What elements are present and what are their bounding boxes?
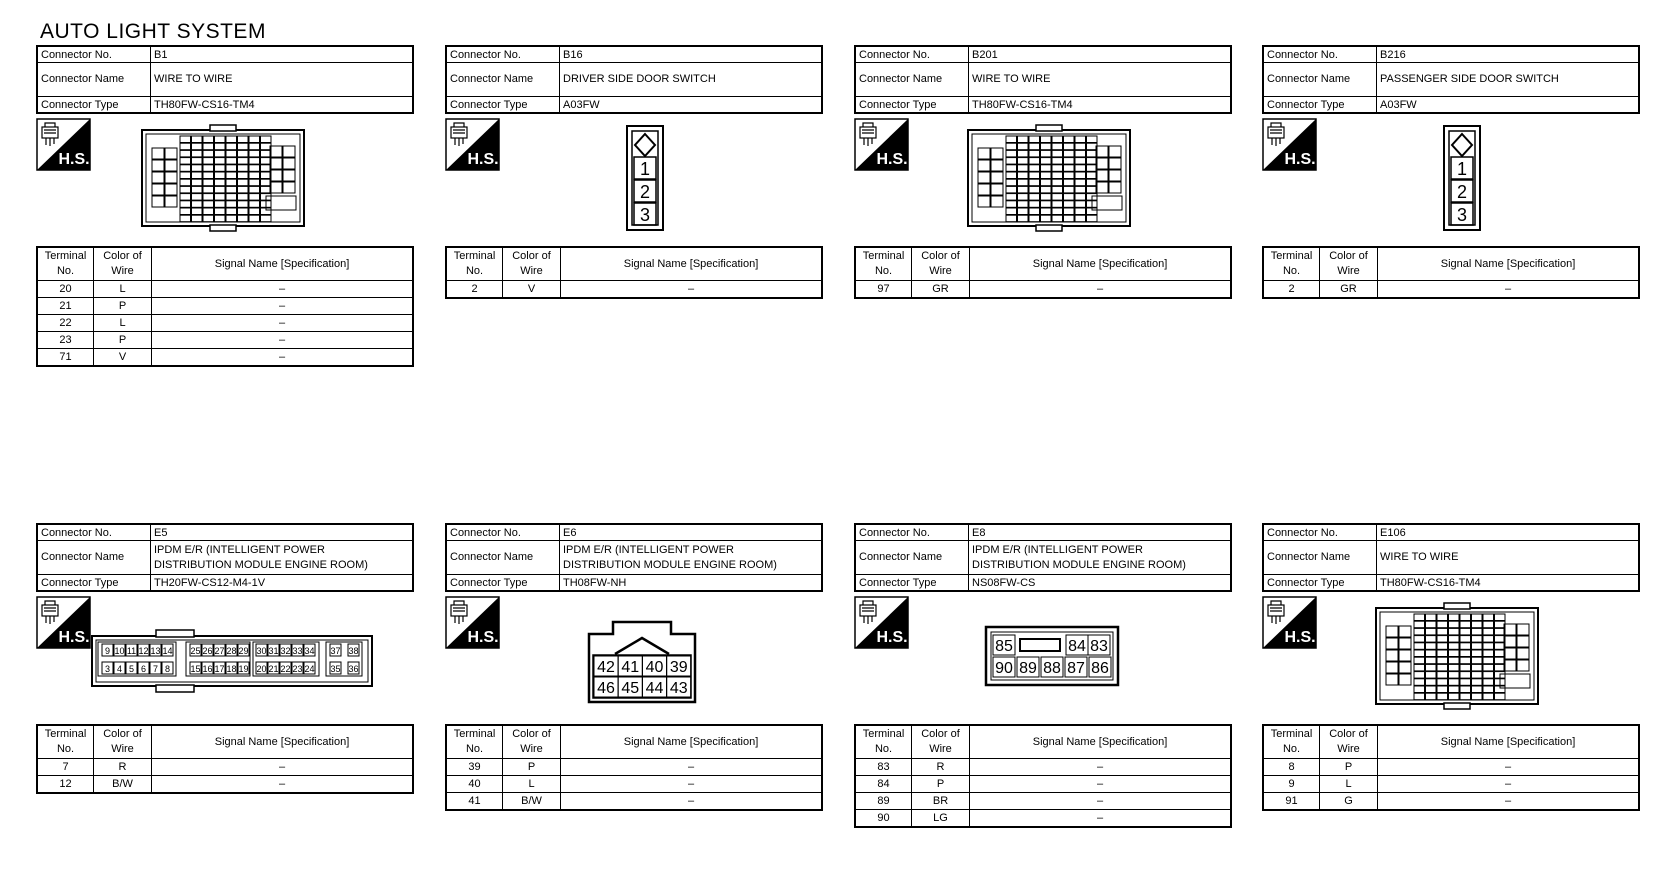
pin-label: 89 [1019,660,1037,677]
pin-label: 37 [330,646,341,656]
pin-label: 4 [116,664,123,674]
color-of-wire-header: Color of Wire [94,725,152,759]
wire-color: P [94,298,152,315]
three-pin-connector-figure [625,124,665,232]
pin-label: 27 [214,646,225,656]
connector-type-value: TH80FW-CS16-TM4 [151,97,414,114]
table-row [37,332,413,349]
terminal-no: 97 [855,281,912,299]
connector-type-value: TH80FW-CS16-TM4 [969,97,1232,114]
connector-type-value: A03FW [1377,97,1640,114]
table-row [37,776,413,794]
hs-label: H.S. [58,629,90,646]
terminal-no: 39 [446,759,503,776]
connector-no-label: Connector No. [446,46,560,63]
wire-color: R [94,759,152,776]
color-of-wire-header: Color of Wire [503,725,561,759]
connector-no-label: Connector No. [1263,524,1377,541]
pin-label: 9 [104,646,111,656]
connector-type-value: TH20FW-CS12-M4-1V [151,575,414,592]
three-pin-connector-figure [1442,124,1482,232]
signal-name-header: Signal Name [Specification] [561,247,823,281]
signal-name: – [1378,776,1640,793]
pin-label: 22 [280,664,291,674]
color-of-wire-header: Color of Wire [94,247,152,281]
wire-color: V [503,281,561,299]
wire-color: V [94,349,152,367]
table-row [1263,759,1639,776]
pin-label: 6 [140,664,147,674]
signal-name-header: Signal Name [Specification] [152,725,414,759]
terminal-table [854,246,1232,299]
color-of-wire-header: Color of Wire [1320,247,1378,281]
table-row [446,759,822,776]
table-row [37,349,413,367]
pin-label: 42 [597,659,615,676]
connector-header [854,45,1232,114]
terminal-table [445,724,823,811]
pin-label: 2 [639,182,651,202]
connector-name-label: Connector Name [446,63,560,97]
signal-name-header: Signal Name [Specification] [970,725,1232,759]
connector-type-value: TH80FW-CS16-TM4 [1377,575,1640,592]
pin-label: 32 [280,646,291,656]
wire-color: R [912,759,970,776]
connector-name-label: Connector Name [446,541,560,575]
pin-label: 35 [330,664,341,674]
connector-name-value: IPDM E/R (INTELLIGENT POWER DISTRIBUTION MODULE ENGINE ROOM) [969,541,1232,575]
harness-side-icon [854,118,909,171]
wire-color: P [503,759,561,776]
pin-label: 10 [114,646,125,656]
pin-label: 7 [152,664,159,674]
wire-color: P [94,332,152,349]
connector-face-diagram [984,625,1120,687]
signal-name: – [152,776,414,794]
terminal-no: 20 [37,281,94,298]
terminal-no: 12 [37,776,94,794]
signal-name: – [1378,759,1640,776]
signal-name: – [561,793,823,811]
terminal-no: 90 [855,810,912,828]
pin-label: 1 [1456,159,1468,179]
pin-label: 33 [292,646,303,656]
table-row [855,776,1231,793]
table-row [855,759,1231,776]
connector-name-value: IPDM E/R (INTELLIGENT POWER DISTRIBUTION MODULE ENGINE ROOM) [151,541,414,575]
pin-label: 36 [348,664,359,674]
pin-label: 29 [238,646,249,656]
page-title: AUTO LIGHT SYSTEM [40,20,266,43]
connector-face-diagram [90,628,374,694]
wire-color: L [503,776,561,793]
connector-type-value: NS08FW-CS [969,575,1232,592]
terminal-table [1262,246,1640,299]
connector-no-value: E8 [969,524,1232,541]
terminal-no: 23 [37,332,94,349]
connector-name-value: DRIVER SIDE DOOR SWITCH [560,63,823,97]
connector-type-label: Connector Type [446,575,560,592]
terminal-no: 7 [37,759,94,776]
connector-name-value: WIRE TO WIRE [151,63,414,97]
table-row [446,281,822,299]
terminal-table [854,724,1232,828]
harness-side-icon [36,118,91,171]
hs-label: H.S. [58,151,90,168]
e8-connector-figure [984,625,1120,687]
terminal-no: 40 [446,776,503,793]
connector-type-label: Connector Type [37,575,151,592]
connector-type-value: A03FW [560,97,823,114]
connector-face-diagram [625,124,665,232]
terminal-no-header: Terminal No. [37,725,94,759]
pin-label: 13 [150,646,161,656]
color-of-wire-header: Color of Wire [1320,725,1378,759]
hs-label: H.S. [467,151,499,168]
pin-label: 31 [268,646,279,656]
pin-label: 8 [164,664,171,674]
pin-label: 5 [128,664,135,674]
connector-b1 [36,45,416,367]
color-of-wire-header: Color of Wire [912,247,970,281]
pin-label: 3 [1456,205,1468,225]
pin-label: 41 [621,659,640,676]
table-row [1263,281,1639,299]
hs-label: H.S. [1284,629,1316,646]
table-row [37,281,413,298]
signal-name-header: Signal Name [Specification] [561,725,823,759]
hs-label: H.S. [1284,151,1316,168]
wire-color: L [94,281,152,298]
wire-color: B/W [503,793,561,811]
pin-label: 14 [162,646,173,656]
signal-name: – [1378,793,1640,811]
connector-name-label: Connector Name [855,541,969,575]
connector-no-value: B1 [151,46,414,63]
terminal-table [445,246,823,299]
signal-name-header: Signal Name [Specification] [1378,725,1640,759]
connector-header [854,523,1232,592]
pin-label: 2 [1456,182,1468,202]
table-row [1263,793,1639,811]
harness-side-icon [445,596,500,649]
signal-name: – [970,776,1232,793]
signal-name: – [970,793,1232,810]
wire-color: P [1320,759,1378,776]
multi-pin-connector-figure [1374,602,1540,710]
pin-label: 90 [995,660,1013,677]
terminal-no-header: Terminal No. [1263,247,1320,281]
wire-color: L [94,315,152,332]
table-row [37,315,413,332]
connector-name-label: Connector Name [855,63,969,97]
terminal-no-header: Terminal No. [446,725,503,759]
connector-no-value: E106 [1377,524,1640,541]
connector-header [445,45,823,114]
harness-side-icon [1262,118,1317,171]
connector-b16 [445,45,825,299]
pin-label: 1 [639,159,651,179]
harness-side-icon [1262,596,1317,649]
pin-label: 18 [226,664,237,674]
pin-label: 39 [669,659,688,676]
connector-no-label: Connector No. [37,524,151,541]
signal-name: – [970,810,1232,828]
terminal-no: 9 [1263,776,1320,793]
harness-side-icon [854,596,909,649]
pin-label: 3 [639,205,651,225]
terminal-no-header: Terminal No. [37,247,94,281]
terminal-no: 83 [855,759,912,776]
wire-color: P [912,776,970,793]
pin-label: 11 [126,646,137,656]
pin-label: 3 [104,664,111,674]
terminal-table [1262,724,1640,811]
harness-side-icon [445,118,500,171]
hs-label: H.S. [876,151,908,168]
terminal-no-header: Terminal No. [1263,725,1320,759]
connector-type-value: TH08FW-NH [560,575,823,592]
color-of-wire-header: Color of Wire [503,247,561,281]
pin-label: 46 [597,680,615,697]
terminal-no: 2 [1263,281,1320,299]
pin-label: 19 [238,664,249,674]
connector-face-diagram [140,124,306,232]
connector-e6 [445,523,825,811]
table-row [446,793,822,811]
connector-name-value: WIRE TO WIRE [969,63,1232,97]
wire-color: G [1320,793,1378,811]
connector-type-label: Connector Type [1263,575,1377,592]
terminal-no: 8 [1263,759,1320,776]
pin-label: 45 [621,680,640,697]
signal-name: – [970,281,1232,299]
table-row [855,793,1231,810]
color-of-wire-header: Color of Wire [912,725,970,759]
connector-no-label: Connector No. [855,524,969,541]
connector-e106 [1262,523,1642,811]
pin-label: 23 [292,664,303,674]
signal-name-header: Signal Name [Specification] [152,247,414,281]
connector-name-label: Connector Name [37,541,151,575]
pin-label: 83 [1090,638,1108,655]
pin-label: 12 [138,646,149,656]
terminal-no: 21 [37,298,94,315]
table-row [1263,776,1639,793]
connector-name-value: PASSENGER SIDE DOOR SWITCH [1377,63,1640,97]
wire-color: BR [912,793,970,810]
pin-label: 38 [348,646,359,656]
pin-label: 15 [190,664,201,674]
connector-face-diagram [966,124,1132,232]
signal-name: – [561,776,823,793]
pin-label: 88 [1043,660,1061,677]
connector-name-label: Connector Name [1263,63,1377,97]
terminal-no: 2 [446,281,503,299]
connector-no-label: Connector No. [855,46,969,63]
e5-connector-figure [90,628,374,694]
wire-color: GR [1320,281,1378,299]
pin-label: 25 [190,646,201,656]
connector-no-value: E5 [151,524,414,541]
pin-label: 86 [1091,660,1109,677]
pin-label: 24 [304,664,315,674]
connector-b216 [1262,45,1642,299]
connector-e5 [36,523,416,794]
harness-side-icon [36,596,91,649]
connector-e8 [854,523,1234,828]
multi-pin-connector-figure [966,124,1132,232]
connector-name-value: WIRE TO WIRE [1377,541,1640,575]
hs-label: H.S. [467,629,499,646]
pin-label: 44 [645,680,664,697]
pin-label: 84 [1068,638,1086,655]
connector-type-label: Connector Type [446,97,560,114]
connector-face-diagram [1374,602,1540,710]
connector-face-diagram [1442,124,1482,232]
pin-label: 34 [304,646,315,656]
connector-b201 [854,45,1234,299]
terminal-table [36,246,414,367]
connector-no-label: Connector No. [1263,46,1377,63]
pin-label: 21 [268,664,279,674]
wire-color: LG [912,810,970,828]
connector-no-value: B16 [560,46,823,63]
pin-label: 85 [995,638,1013,655]
connector-face-diagram [585,620,699,704]
pin-label: 43 [669,680,688,697]
signal-name: – [152,332,414,349]
connector-no-label: Connector No. [37,46,151,63]
signal-name: – [152,759,414,776]
pin-label: 40 [645,659,664,676]
signal-name: – [152,349,414,367]
terminal-no: 89 [855,793,912,810]
terminal-no: 22 [37,315,94,332]
e6-connector-figure [585,620,699,704]
signal-name-header: Signal Name [Specification] [1378,247,1640,281]
wire-color: B/W [94,776,152,794]
pin-label: 16 [202,664,213,674]
pin-label: 20 [256,664,267,674]
signal-name-header: Signal Name [Specification] [970,247,1232,281]
signal-name: – [1378,281,1640,299]
pin-label: 28 [226,646,237,656]
signal-name: – [561,759,823,776]
connector-header [36,523,414,592]
table-row [446,776,822,793]
connector-header [1262,45,1640,114]
connector-type-label: Connector Type [855,97,969,114]
connector-no-label: Connector No. [446,524,560,541]
wire-color: GR [912,281,970,299]
connector-name-label: Connector Name [1263,541,1377,575]
table-row [855,281,1231,299]
pin-label: 30 [256,646,267,656]
pin-label: 26 [202,646,213,656]
signal-name: – [970,759,1232,776]
table-row [855,810,1231,828]
terminal-no: 91 [1263,793,1320,811]
pin-label: 87 [1067,660,1085,677]
connector-header [1262,523,1640,592]
signal-name: – [152,298,414,315]
terminal-no-header: Terminal No. [446,247,503,281]
connector-no-value: B201 [969,46,1232,63]
connector-header [445,523,823,592]
connector-name-value: IPDM E/R (INTELLIGENT POWER DISTRIBUTION MODULE ENGINE ROOM) [560,541,823,575]
connector-no-value: B216 [1377,46,1640,63]
signal-name: – [152,315,414,332]
pin-label: 17 [214,664,225,674]
hs-label: H.S. [876,629,908,646]
terminal-no-header: Terminal No. [855,725,912,759]
signal-name: – [152,281,414,298]
connector-header [36,45,414,114]
signal-name: – [561,281,823,299]
connector-no-value: E6 [560,524,823,541]
terminal-no: 41 [446,793,503,811]
terminal-table [36,724,414,794]
connector-type-label: Connector Type [855,575,969,592]
terminal-no: 84 [855,776,912,793]
wire-color: L [1320,776,1378,793]
connector-name-label: Connector Name [37,63,151,97]
terminal-no-header: Terminal No. [855,247,912,281]
table-row [37,759,413,776]
connector-type-label: Connector Type [37,97,151,114]
connector-type-label: Connector Type [1263,97,1377,114]
multi-pin-connector-figure [140,124,306,232]
table-row [37,298,413,315]
terminal-no: 71 [37,349,94,367]
